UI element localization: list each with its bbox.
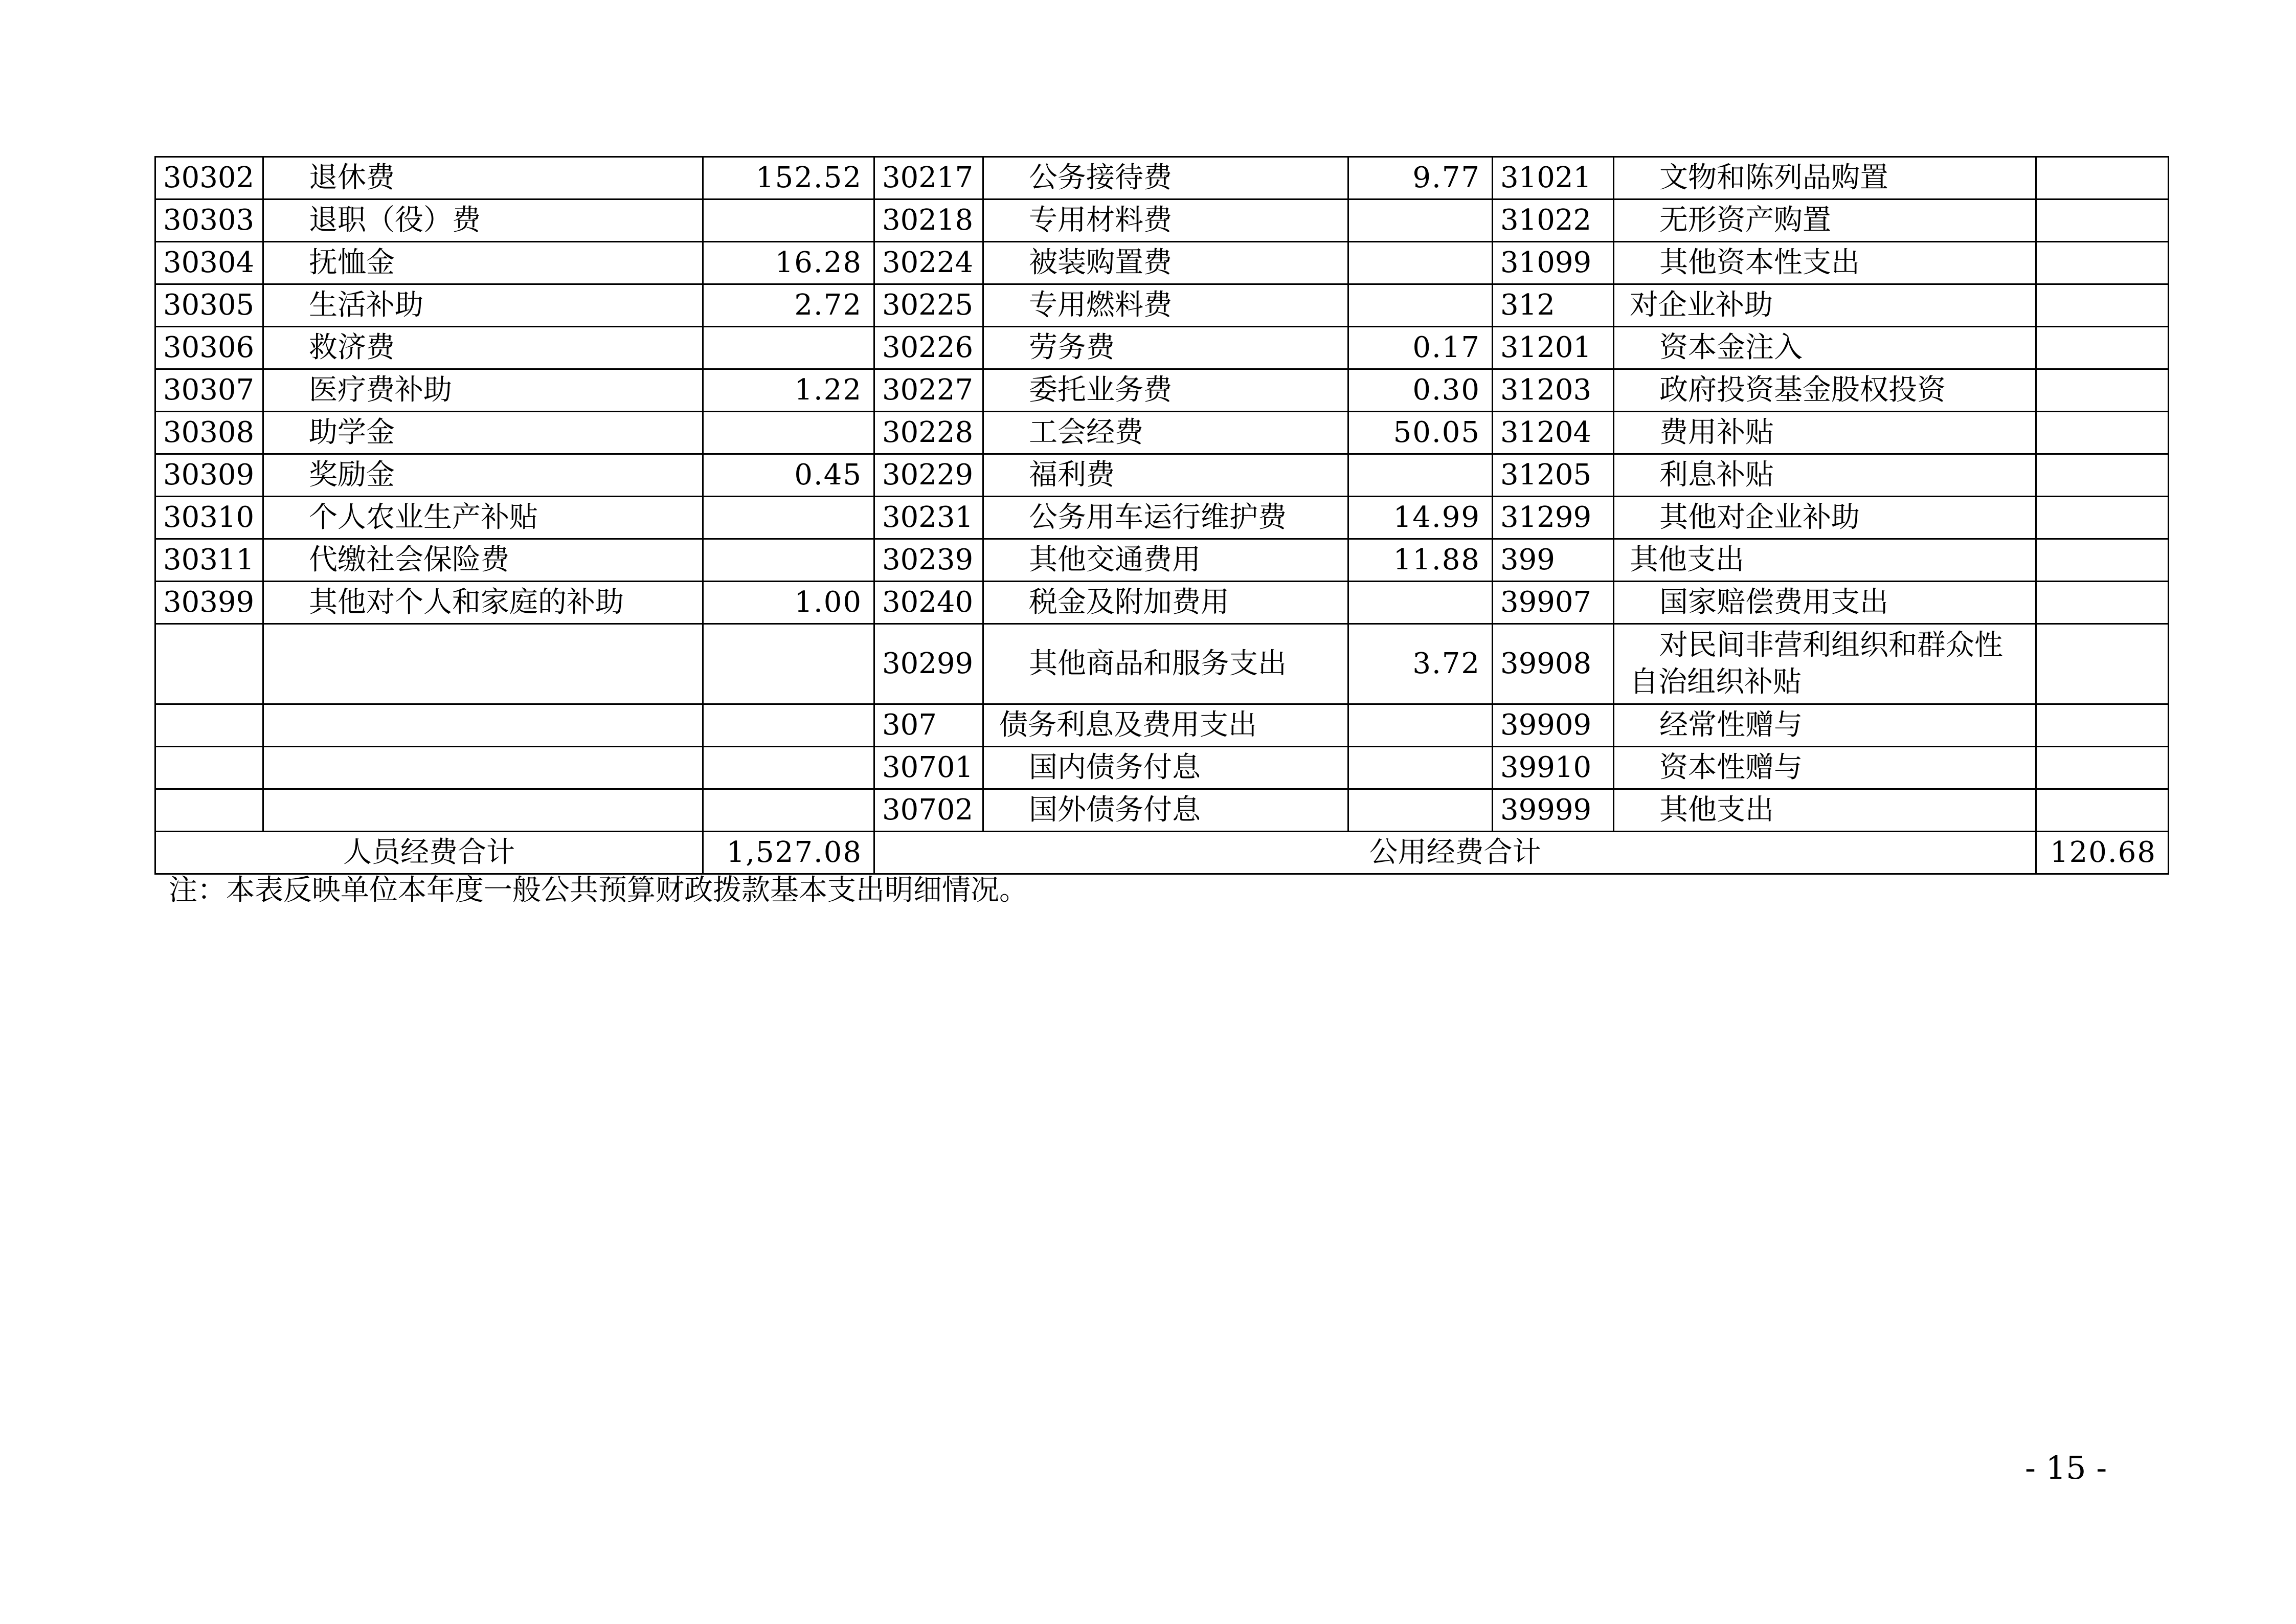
item-name: 国外债务付息	[983, 789, 1348, 832]
public-total-value: 120.68	[2036, 832, 2169, 874]
item-value: 2.72	[703, 284, 874, 327]
item-value	[703, 539, 874, 582]
expenditure-detail-table	[154, 156, 2169, 875]
item-name: 其他对个人和家庭的补助	[263, 582, 703, 624]
item-name: 费用补贴	[1614, 412, 2036, 454]
item-name: 其他支出	[1614, 789, 2036, 832]
item-value	[2036, 199, 2169, 242]
item-code: 31201	[1493, 327, 1614, 369]
item-name: 公务接待费	[983, 157, 1348, 199]
item-name: 文物和陈列品购置	[1614, 157, 2036, 199]
item-name: 其他对企业补助	[1614, 497, 2036, 539]
item-name: 其他资本性支出	[1614, 242, 2036, 284]
item-code: 30299	[874, 624, 983, 704]
item-name: 工会经费	[983, 412, 1348, 454]
item-name: 奖励金	[263, 454, 703, 497]
item-code	[155, 747, 263, 789]
item-value: 14.99	[1348, 497, 1493, 539]
item-name: 税金及附加费用	[983, 582, 1348, 624]
table-row	[155, 242, 2169, 284]
item-code: 31021	[1493, 157, 1614, 199]
item-code: 312	[1493, 284, 1614, 327]
item-code: 31203	[1493, 369, 1614, 412]
item-name: 个人农业生产补贴	[263, 497, 703, 539]
item-value	[1348, 747, 1493, 789]
table-row	[155, 412, 2169, 454]
item-code: 30229	[874, 454, 983, 497]
item-name: 助学金	[263, 412, 703, 454]
item-value	[1348, 789, 1493, 832]
item-code: 30240	[874, 582, 983, 624]
item-value	[1348, 582, 1493, 624]
item-value	[2036, 747, 2169, 789]
item-value	[703, 624, 874, 704]
item-value: 11.88	[1348, 539, 1493, 582]
item-name: 劳务费	[983, 327, 1348, 369]
item-name: 被装购置费	[983, 242, 1348, 284]
item-name: 退休费	[263, 157, 703, 199]
item-code: 39999	[1493, 789, 1614, 832]
item-code: 39910	[1493, 747, 1614, 789]
item-name: 专用燃料费	[983, 284, 1348, 327]
item-value	[2036, 454, 2169, 497]
item-code: 30305	[155, 284, 263, 327]
item-code: 31299	[1493, 497, 1614, 539]
table-row	[155, 582, 2169, 624]
totals-row	[155, 832, 2169, 874]
item-name	[263, 789, 703, 832]
item-code: 30218	[874, 199, 983, 242]
table-row	[155, 789, 2169, 832]
item-name: 公务用车运行维护费	[983, 497, 1348, 539]
personnel-total-value: 1,527.08	[703, 832, 874, 874]
item-code: 30310	[155, 497, 263, 539]
item-name: 债务利息及费用支出	[983, 704, 1348, 747]
item-value	[2036, 412, 2169, 454]
item-value: 16.28	[703, 242, 874, 284]
item-value: 1.22	[703, 369, 874, 412]
table-note: 注：本表反映单位本年度一般公共预算财政拨款基本支出明细情况。	[169, 874, 1028, 907]
item-code: 30225	[874, 284, 983, 327]
item-value	[703, 497, 874, 539]
item-value	[703, 704, 874, 747]
item-code: 39908	[1493, 624, 1614, 704]
item-name: 抚恤金	[263, 242, 703, 284]
table-row	[155, 369, 2169, 412]
item-name: 专用材料费	[983, 199, 1348, 242]
item-code: 30303	[155, 199, 263, 242]
item-value	[2036, 327, 2169, 369]
item-name: 退职（役）费	[263, 199, 703, 242]
item-value: 152.52	[703, 157, 874, 199]
item-code: 30227	[874, 369, 983, 412]
item-name: 其他交通费用	[983, 539, 1348, 582]
page-number: - 15 -	[2025, 1449, 2107, 1486]
public-total-label: 公用经费合计	[874, 832, 2036, 874]
item-code: 30306	[155, 327, 263, 369]
item-code: 30302	[155, 157, 263, 199]
item-value	[2036, 157, 2169, 199]
item-name: 无形资产购置	[1614, 199, 2036, 242]
item-name: 资本性赠与	[1614, 747, 2036, 789]
item-code: 31099	[1493, 242, 1614, 284]
item-value	[1348, 284, 1493, 327]
item-name: 国内债务付息	[983, 747, 1348, 789]
item-code: 30231	[874, 497, 983, 539]
table-row	[155, 454, 2169, 497]
item-value	[1348, 704, 1493, 747]
item-code: 30701	[874, 747, 983, 789]
item-value: 0.17	[1348, 327, 1493, 369]
item-value	[2036, 242, 2169, 284]
item-name: 其他支出	[1614, 539, 2036, 582]
item-name: 利息补贴	[1614, 454, 2036, 497]
item-code: 30308	[155, 412, 263, 454]
item-value: 50.05	[1348, 412, 1493, 454]
table-row	[155, 747, 2169, 789]
item-value	[2036, 582, 2169, 624]
item-value	[2036, 284, 2169, 327]
item-name: 医疗费补助	[263, 369, 703, 412]
item-code: 30702	[874, 789, 983, 832]
item-value: 1.00	[703, 582, 874, 624]
item-name: 生活补助	[263, 284, 703, 327]
table-row	[155, 284, 2169, 327]
item-code	[155, 704, 263, 747]
item-value	[2036, 789, 2169, 832]
table-row	[155, 539, 2169, 582]
item-code: 30226	[874, 327, 983, 369]
item-code: 30399	[155, 582, 263, 624]
item-name	[263, 747, 703, 789]
table-row	[155, 497, 2169, 539]
table-row	[155, 199, 2169, 242]
item-code: 31022	[1493, 199, 1614, 242]
item-name: 对企业补助	[1614, 284, 2036, 327]
table-row	[155, 624, 2169, 704]
item-name: 经常性赠与	[1614, 704, 2036, 747]
item-name: 政府投资基金股权投资	[1614, 369, 2036, 412]
item-code: 31204	[1493, 412, 1614, 454]
item-value: 0.45	[703, 454, 874, 497]
item-value	[2036, 369, 2169, 412]
item-value	[703, 412, 874, 454]
item-value: 9.77	[1348, 157, 1493, 199]
item-value: 3.72	[1348, 624, 1493, 704]
item-code: 30239	[874, 539, 983, 582]
item-code: 30228	[874, 412, 983, 454]
item-value	[1348, 242, 1493, 284]
item-code: 30224	[874, 242, 983, 284]
item-code: 307	[874, 704, 983, 747]
item-value	[703, 747, 874, 789]
item-code: 30217	[874, 157, 983, 199]
item-name: 委托业务费	[983, 369, 1348, 412]
item-value	[1348, 454, 1493, 497]
item-value	[2036, 497, 2169, 539]
item-code: 31205	[1493, 454, 1614, 497]
item-code: 39907	[1493, 582, 1614, 624]
item-name: 对民间非营利组织和群众性自治组织补贴	[1614, 624, 2036, 704]
table-row	[155, 327, 2169, 369]
item-value: 0.30	[1348, 369, 1493, 412]
table-row	[155, 157, 2169, 199]
item-code: 39909	[1493, 704, 1614, 747]
item-code	[155, 624, 263, 704]
item-value	[703, 199, 874, 242]
item-value	[703, 789, 874, 832]
item-name: 救济费	[263, 327, 703, 369]
item-value	[2036, 624, 2169, 704]
item-name	[263, 624, 703, 704]
item-code	[155, 789, 263, 832]
item-code: 30307	[155, 369, 263, 412]
item-value	[2036, 704, 2169, 747]
item-name	[263, 704, 703, 747]
item-code: 399	[1493, 539, 1614, 582]
item-name: 国家赔偿费用支出	[1614, 582, 2036, 624]
item-value	[1348, 199, 1493, 242]
item-value	[703, 327, 874, 369]
item-name: 福利费	[983, 454, 1348, 497]
item-code: 30311	[155, 539, 263, 582]
item-code: 30304	[155, 242, 263, 284]
item-code: 30309	[155, 454, 263, 497]
table-row	[155, 704, 2169, 747]
item-name: 资本金注入	[1614, 327, 2036, 369]
item-name: 其他商品和服务支出	[983, 624, 1348, 704]
item-name: 代缴社会保险费	[263, 539, 703, 582]
item-value	[2036, 539, 2169, 582]
personnel-total-label: 人员经费合计	[155, 832, 703, 874]
